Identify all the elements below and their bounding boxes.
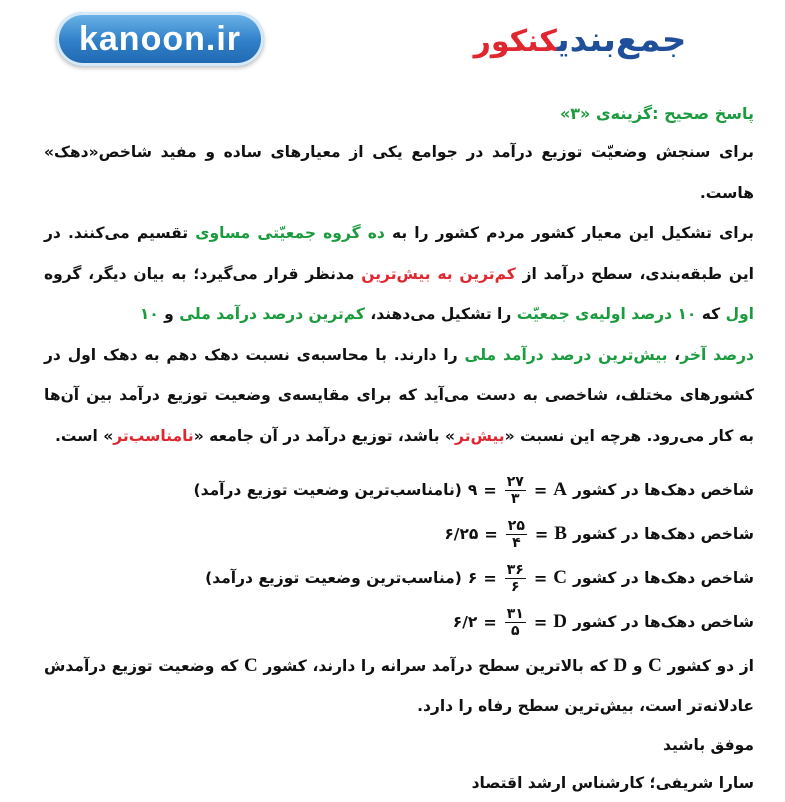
country-letter: B (554, 523, 567, 544)
equals-sign: = (484, 524, 498, 544)
numerator: ۳۶ (506, 561, 524, 578)
conclusion-paragraph (44, 646, 754, 726)
brand-title (445, 10, 715, 70)
formula-row-a (44, 468, 754, 512)
result-value: ۶/۲۵ (444, 525, 479, 543)
highlight-ten: ۱۰ (139, 305, 159, 323)
author-signature: سارا شریفی؛ کارشناس ارشد اقتصاد (471, 774, 754, 792)
highlight-ten-groups: ده گروه جمعیّتی مساوی (195, 224, 385, 242)
equals-sign: = (483, 480, 497, 500)
formula-row-b (44, 512, 754, 556)
text-segment: که بالاترین سطح درآمد سرانه را دارند، کشور (257, 657, 614, 675)
formula-note: (نامناسب‌ترین وضعیت توزیع درآمد) (193, 481, 462, 499)
answer-content (44, 100, 754, 802)
page-header (0, 0, 785, 90)
fraction (505, 474, 526, 507)
text-segment: » باشد، توزیع درآمد در آن جامعه « (193, 426, 456, 445)
formula-label: شاخص دهک‌ها در کشور (572, 569, 754, 587)
equals-sign: = (533, 480, 548, 500)
equals-sign: = (534, 524, 549, 544)
highlight-last-percent: درصد آخر (680, 345, 754, 364)
text-segment: و (627, 657, 649, 675)
denominator: ۵ (511, 622, 520, 639)
highlight-highest-income: بیش‌ترین درصد درآمد ملی (464, 345, 668, 364)
text-segment: که وضعیت توزیع درآمدش عادلانه‌تر است، بیش‌ترین سطح رفاه را دارد. (44, 657, 754, 715)
text-segment: ، (667, 345, 681, 364)
text-segment: برای تشکیل این معیار کشور مردم کشور را به (384, 224, 754, 242)
formula-row-d (44, 600, 754, 644)
text-segment: مدنظر قرار می‌گیرد؛ به بیان دیگر، گروه (44, 264, 362, 283)
formula-label: شاخص دهک‌ها در کشور (572, 481, 754, 499)
result-value: ۹ (467, 481, 478, 499)
denominator: ۴ (512, 534, 521, 551)
highlight-lowest-income: کم‌ترین درصد درآمد ملی (179, 305, 365, 323)
country-letter: C (553, 567, 567, 588)
text-segment: را دارند. با محاسبه‌ی نسبت دهک دهم به دهک اول در کشورهای مختلف، شاخصی به دست می‌آید که برای مقایسه‌ی وضعیت توزیع درآمد بین آن‌ها به کار می‌رود. هرچه این نسبت « (44, 345, 754, 445)
formula-note: (مناسب‌ترین وضعیت توزیع درآمد) (205, 569, 462, 587)
brand-part-2: کنکور (473, 24, 557, 59)
country-letter: C (244, 655, 258, 676)
kanoon-logo[interactable] (56, 12, 264, 66)
result-value: ۶/۲ (452, 613, 478, 631)
formula-list (44, 468, 754, 644)
formula-row-c (44, 556, 754, 600)
text-segment: را تشکیل می‌دهند، (364, 305, 517, 323)
text-segment: که (696, 305, 726, 323)
highlight-more: بیش‌تر (455, 426, 505, 445)
closing-text: موفق باشید (663, 736, 754, 754)
text-segment: از دو کشور (661, 657, 754, 675)
equals-sign: = (533, 612, 548, 632)
highlight-lowest-to-highest: کم‌ترین به بیش‌ترین (361, 264, 516, 283)
formula-label: شاخص دهک‌ها در کشور (572, 525, 754, 543)
fraction (505, 606, 526, 639)
country-letter: D (553, 611, 567, 632)
logo-text: kanoon.ir (78, 20, 242, 58)
country-letter: D (613, 655, 628, 676)
equals-sign: = (533, 568, 548, 588)
country-letter: C (648, 655, 662, 676)
numerator: ۳۱ (506, 605, 524, 622)
fraction (505, 562, 526, 595)
numerator: ۲۷ (506, 473, 524, 490)
highlight-first-ten-percent: ۱۰ درصد اولیه‌ی جمعیّت (516, 305, 697, 323)
highlight-first: اول (725, 305, 754, 323)
text-segment: تقسیم می‌کنند. در این طبقه‌بندی، سطح درآمد از (44, 224, 754, 283)
text-segment: و (158, 305, 180, 323)
brand-part-1: جمع‌بندی (556, 20, 687, 60)
equals-sign: = (483, 612, 497, 632)
answer-label: پاسخ صحیح :گزینه‌ی «۳» (559, 104, 754, 123)
sentence-1: برای سنجش وضعیّت توزیع درآمد در جوامع یکی از معیارهای ساده و مفید شاخص«دهک» هاست. (44, 143, 754, 202)
numerator: ۲۵ (507, 517, 525, 534)
result-value: ۶ (467, 569, 478, 587)
equals-sign: = (483, 568, 497, 588)
explanation-paragraph (44, 132, 754, 456)
formula-label: شاخص دهک‌ها در کشور (572, 613, 754, 631)
highlight-more-unequal: نامناسب‌تر (113, 426, 194, 445)
country-letter: A (553, 479, 567, 500)
denominator: ۳ (511, 490, 520, 507)
text-segment: » است. (54, 426, 114, 445)
fraction (506, 518, 527, 551)
denominator: ۶ (511, 578, 520, 595)
